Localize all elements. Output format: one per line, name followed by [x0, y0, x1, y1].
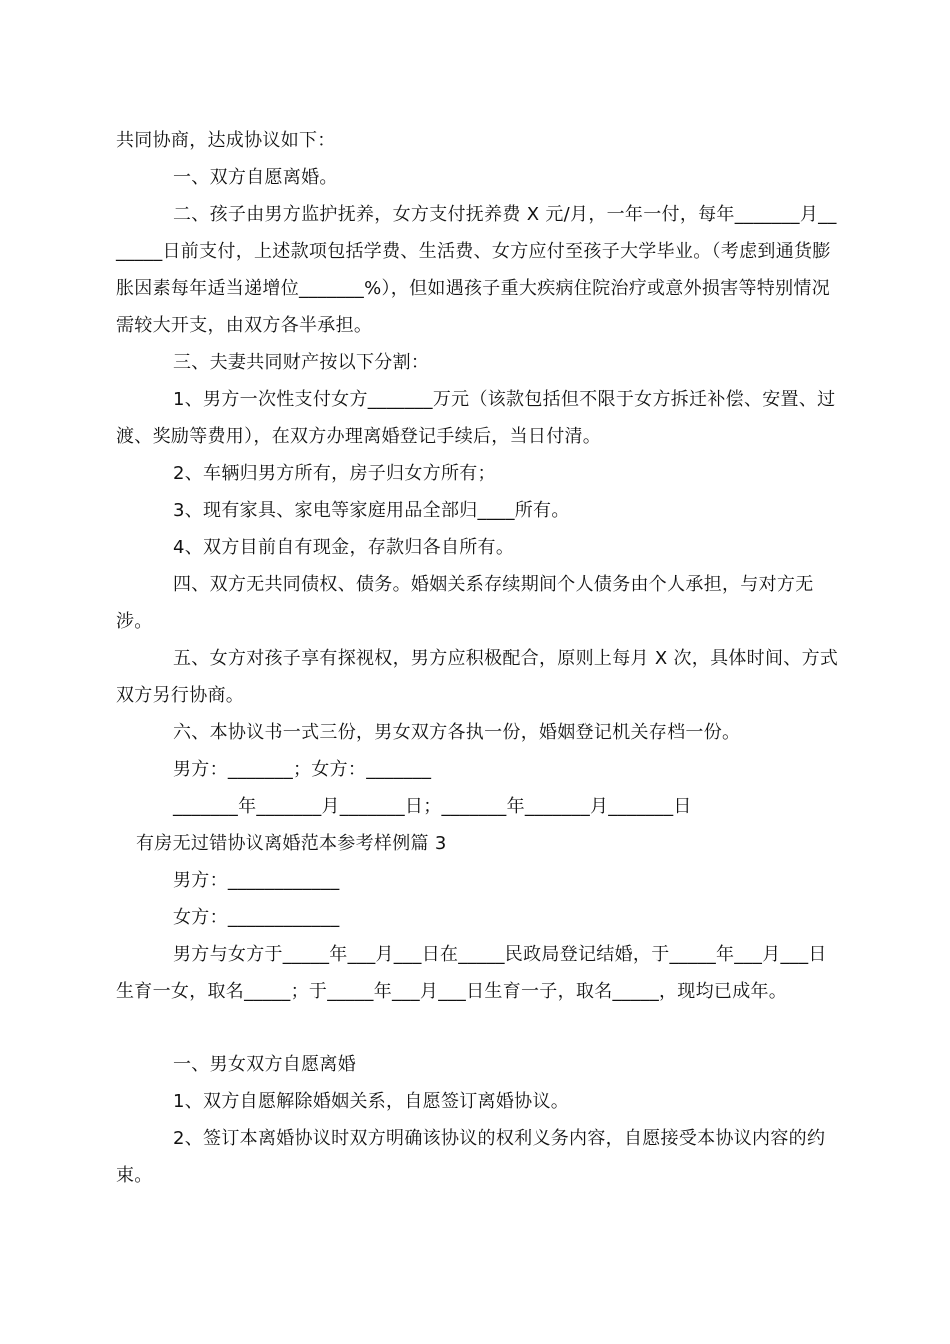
date-line: _______年_______月_______日；_______年_______月_______日	[173, 796, 692, 817]
property-item-4: 4、双方目前自有现金，存款归各自所有。	[173, 537, 515, 558]
document-body	[116, 122, 842, 1194]
clause-1: 一、双方自愿离婚。	[173, 167, 338, 188]
final-clause-item-2: 2、签订本离婚协议时双方明确该协议的权利义务内容，自愿接受本协议内容的约束。	[116, 1128, 826, 1186]
property-item-2: 2、车辆归男方所有，房子归女方所有；	[173, 463, 496, 484]
property-item-1: 1、男方一次性支付女方_______万元（该款包括但不限于女方拆迁补偿、安置、过渡、奖励等费用），在双方办理离婚登记手续后，当日付清。	[116, 389, 836, 447]
section-title: 有房无过错协议离婚范本参考样例篇 3	[136, 833, 447, 854]
final-clause-item-1: 1、双方自愿解除婚姻关系，自愿签订离婚协议。	[173, 1091, 570, 1112]
female-party-line: 女方：____________	[173, 907, 340, 928]
marriage-info-paragraph: 男方与女方于_____年___月___日在_____民政局登记结婚，于_____年___月___日生育一女，取名_____；于_____年___月___日生育一子，取名_____，现均已成年。	[116, 944, 827, 1002]
signature-line: 男方：_______；女方：_______	[173, 759, 432, 780]
paragraph-gap	[116, 1010, 842, 1046]
male-party-line: 男方：____________	[173, 870, 340, 891]
clause-2-custody: 二、孩子由男方监护抚养，女方支付抚养费 X 元/月，一年一付，每年_______月_______日前支付，上述款项包括学费、生活费、女方应付至孩子大学毕业。（考虑到通货膨胀因素每年适当递增位_______%），但如遇孩子重大疾病住院治疗或意外损害等特别情况需较大开支，由双方各半承担。	[116, 204, 837, 336]
clause-4-debts: 四、双方无共同债权、债务。婚姻关系存续期间个人债务由个人承担，与对方无涉。	[116, 574, 814, 632]
clause-5-visitation: 五、女方对孩子享有探视权，男方应积极配合，原则上每月 X 次，具体时间、方式双方另行协商。	[116, 648, 839, 706]
clause-6-copies: 六、本协议书一式三份，男女双方各执一份，婚姻登记机关存档一份。	[173, 722, 741, 743]
intro-line: 共同协商，达成协议如下：	[116, 130, 336, 151]
final-clause-heading: 一、男女双方自愿离婚	[173, 1054, 356, 1075]
property-item-3: 3、现有家具、家电等家庭用品全部归____所有。	[173, 500, 570, 521]
clause-3-property: 三、夫妻共同财产按以下分割：	[173, 352, 430, 373]
